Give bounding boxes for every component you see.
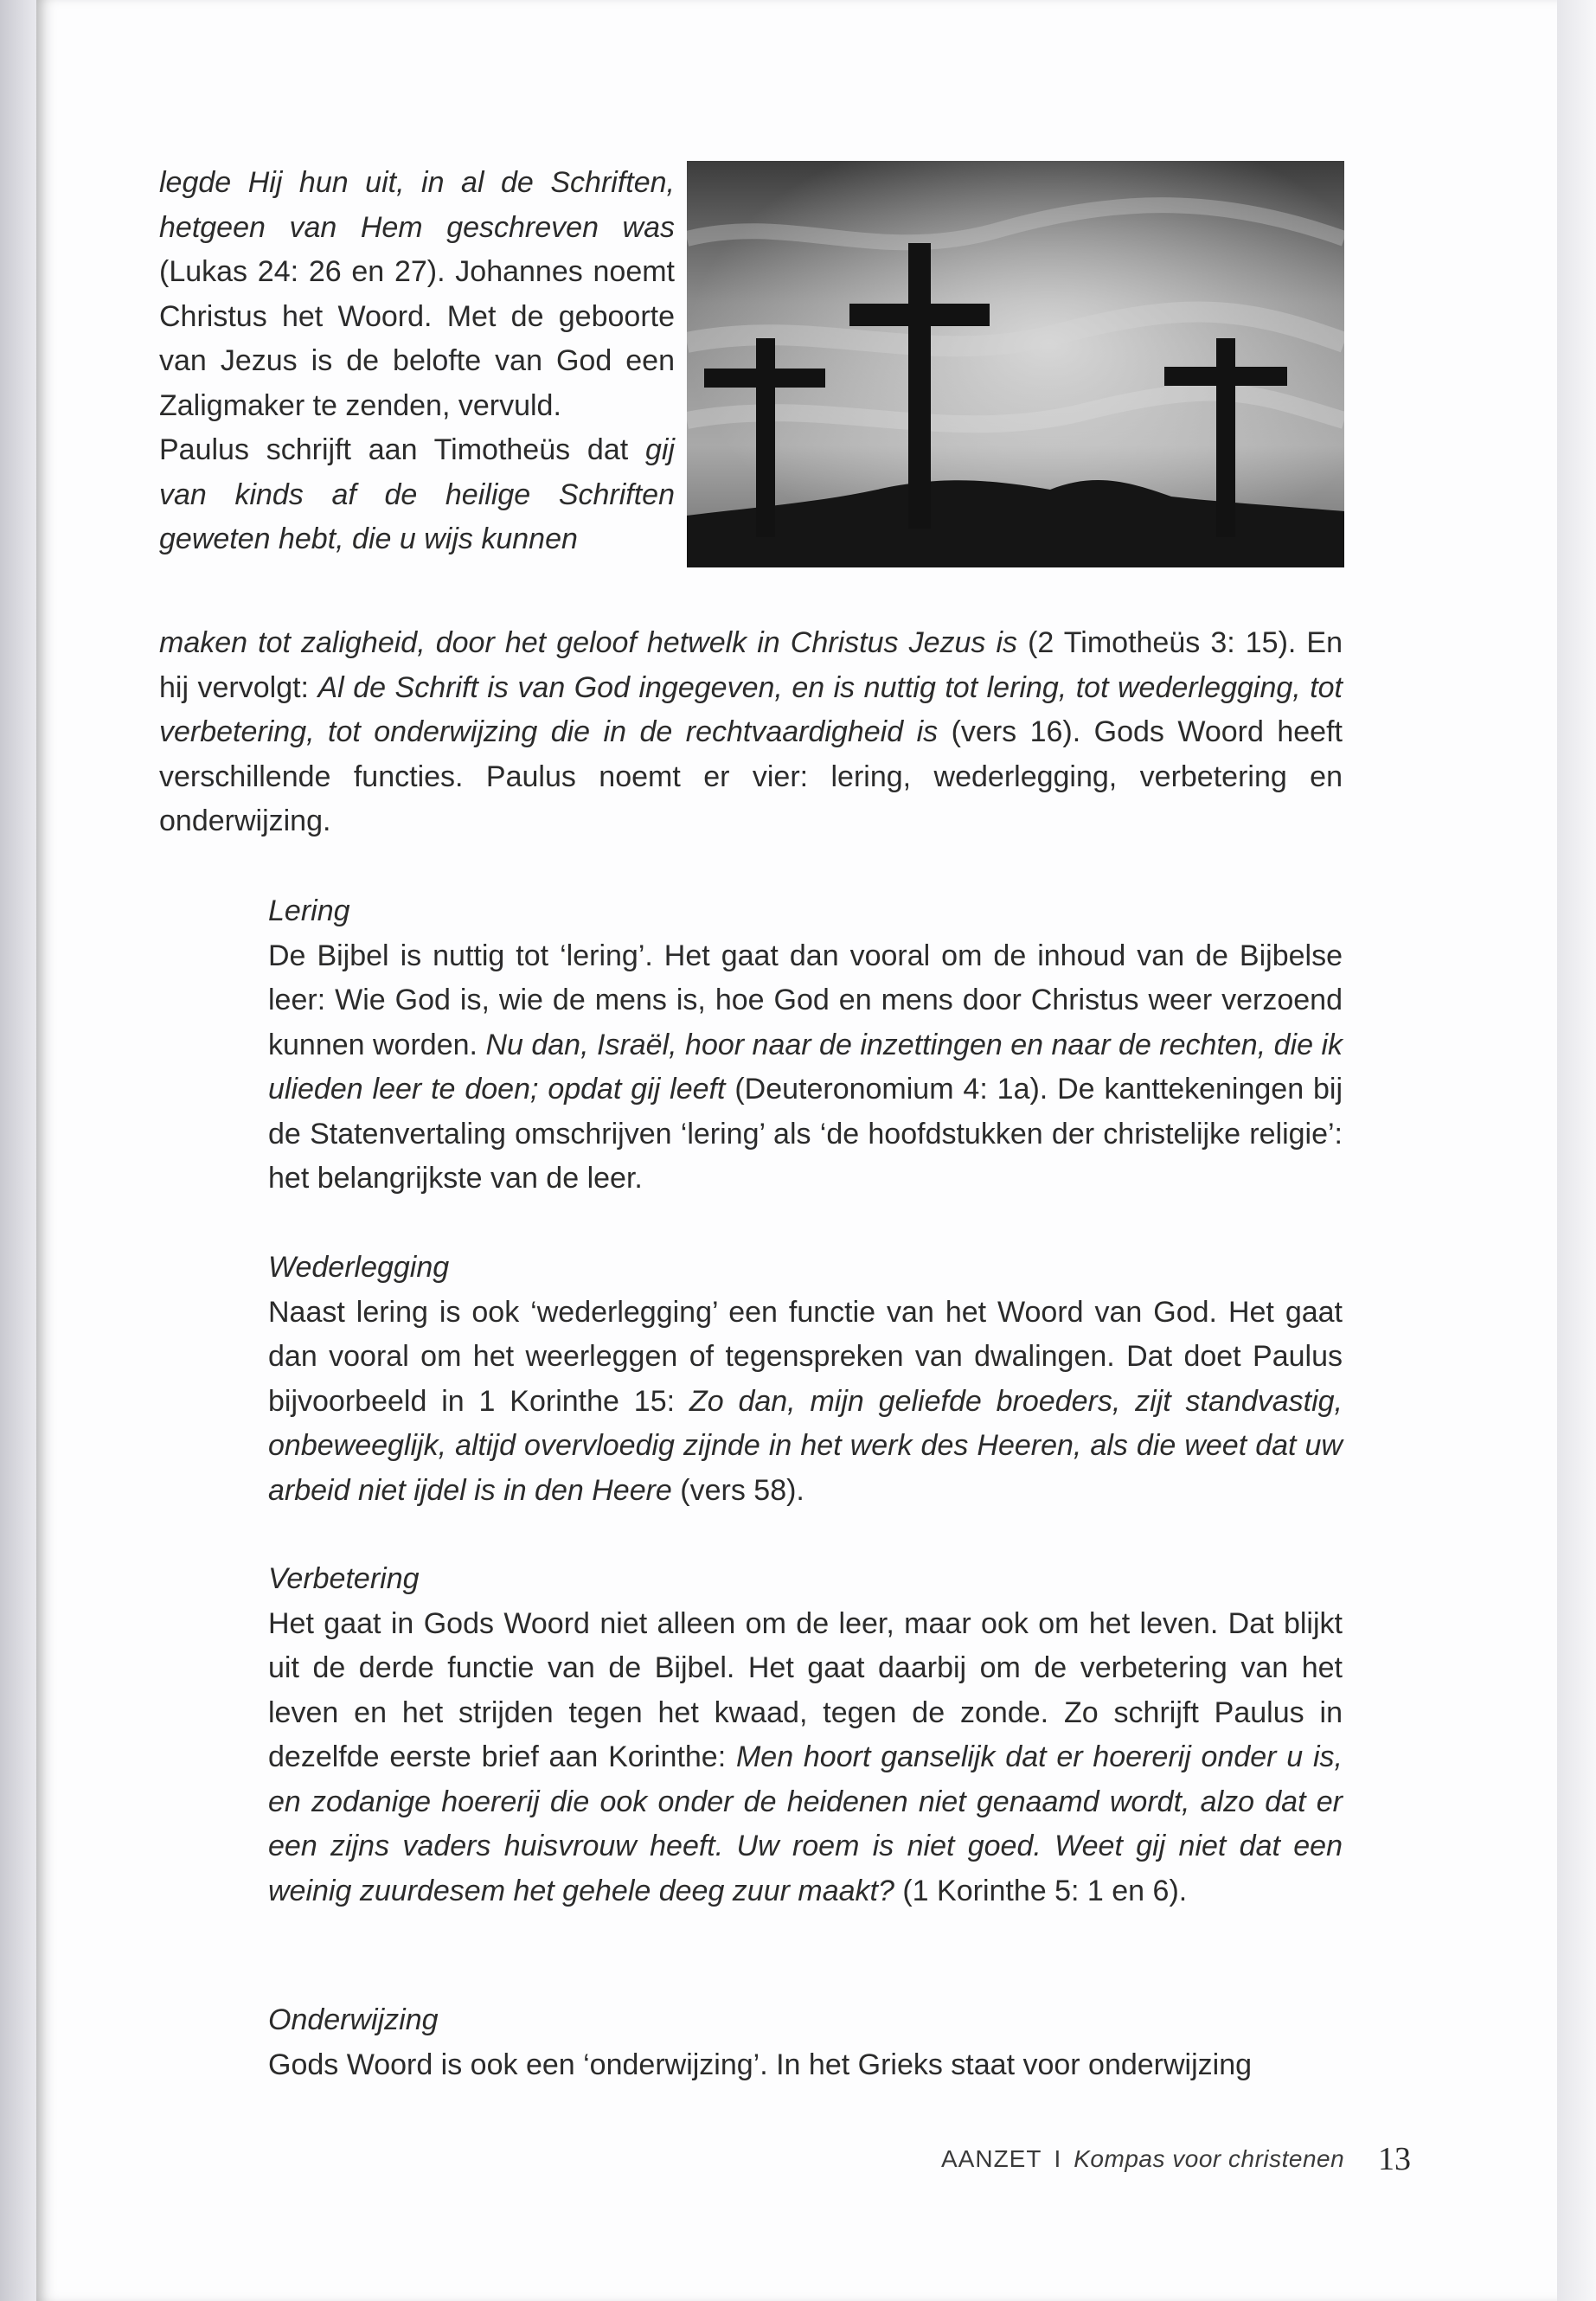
section-quote: Nu dan, Israël, hoor naar de inzettingen en naar de rechten, die ik ulieden leer te doen; opdat gij leeft	[268, 1028, 1343, 1106]
section-text-end: (1 Korinthe 5: 1 en 6).	[894, 1874, 1188, 1907]
three-crosses-photo	[687, 161, 1344, 567]
section-quote: Zo dan, mijn geliefde broeders, zijt standvastig, onbeweeglijk, altijd overvloedig zijnde in het werk des Heeren, als die weet dat uw arbeid niet ijdel is in den Heere	[268, 1384, 1343, 1507]
page-right-margin	[1557, 0, 1596, 2301]
book-page	[36, 0, 1557, 2301]
section-lering	[268, 889, 1343, 1202]
intro-text: (Lukas 24: 26 en 27). Johannes noemt Christus het Woord. Met de geboorte van Jezus is de belofte van God een Zaligmaker te zenden, vervuld.	[159, 255, 675, 422]
section-onderwijzing	[268, 1998, 1343, 2087]
section-text: Naast lering is ook ‘wederlegging’ een functie van het Woord van God. Het gaat dan vooral om het weerleggen of tegenspreken van dwalingen. Dat doet Paulus bijvoorbeeld in 1 Korinthe 15:	[268, 1295, 1343, 1418]
intro-paulus-text: Paulus schrijft aan Timotheüs dat	[159, 433, 645, 466]
section-text: Gods Woord is ook een ‘onderwijzing’. In het Grieks staat voor onderwijzing	[268, 2048, 1253, 2081]
section-heading: Lering	[268, 894, 350, 927]
intro-reference-2: (vers 16). Gods Woord heeft verschillende functies. Paulus noemt er vier: lering, wederlegging, verbetering en onderwijzing.	[159, 715, 1343, 837]
intro-quote-1-continued: maken tot zaligheid, door het geloof hetwelk in Christus Jezus is	[159, 626, 1018, 659]
intro-italic-opening: legde Hij hun uit, in al de Schriften, hetgeen van Hem geschreven was	[159, 166, 675, 244]
intro-paragraph-full	[159, 621, 1343, 844]
section-verbetering	[268, 1557, 1343, 1913]
section-heading: Verbetering	[268, 1562, 420, 1595]
intro-paragraph-wrapped	[159, 161, 675, 562]
section-text: Het gaat in Gods Woord niet alleen om de leer, maar ook om het leven. Dat blijkt uit de derde functie van de Bijbel. Het gaat daarbij om de verbetering van het leven en het strijden tegen het kwaad, tegen de zonde. Zo schrijft Paulus in dezelfde eerste brief aan Korinthe:	[268, 1606, 1343, 1773]
intro-reference-1: (2 Timotheüs 3: 15). En hij vervolgt:	[159, 626, 1343, 704]
footer-series: AANZET	[941, 2145, 1042, 2172]
footer-subtitle: Kompas voor christenen	[1074, 2145, 1345, 2172]
section-wederlegging	[268, 1246, 1343, 1513]
intro-quote-1: gij van kinds af de heilige Schriften geweten hebt, die u wijs kunnen	[159, 433, 675, 555]
running-footer	[941, 2145, 1344, 2173]
section-text-end: (Deuteronomium 4: 1a). De kanttekeningen bij de Statenvertaling omschrijven ‘lering’ als ‘de hoofdstukken der christelijke religie’: het belangrijkste van de leer.	[268, 1073, 1343, 1195]
page-number: 13	[1378, 2141, 1411, 2177]
section-text: De Bijbel is nuttig tot ‘lering’. Het gaat dan vooral om de inhoud van de Bijbelse leer: Wie God is, wie de mens is, hoe God en mens door Christus weer verzoend kunnen worden.	[268, 939, 1343, 1061]
footer-separator: I	[1054, 2145, 1062, 2172]
intro-quote-2: Al de Schrift is van God ingegeven, en is nuttig tot lering, tot wederlegging, tot verbetering, tot onderwijzing die in de rechtvaardigheid is	[159, 670, 1343, 748]
section-heading: Wederlegging	[268, 1251, 450, 1284]
section-text-end: (vers 58).	[671, 1473, 804, 1507]
section-quote: Men hoort ganselijk dat er hoererij onder u is, en zodanige hoererij die ook onder de heidenen niet genaamd wordt, alzo dat er een zijns vaders huisvrouw heeft. Uw roem is niet goed. Weet gij niet dat een weinig zuurdesem het gehele deeg zuur maakt?	[268, 1740, 1343, 1907]
section-heading: Onderwijzing	[268, 2003, 439, 2036]
page-gutter-shadow	[0, 0, 36, 2301]
